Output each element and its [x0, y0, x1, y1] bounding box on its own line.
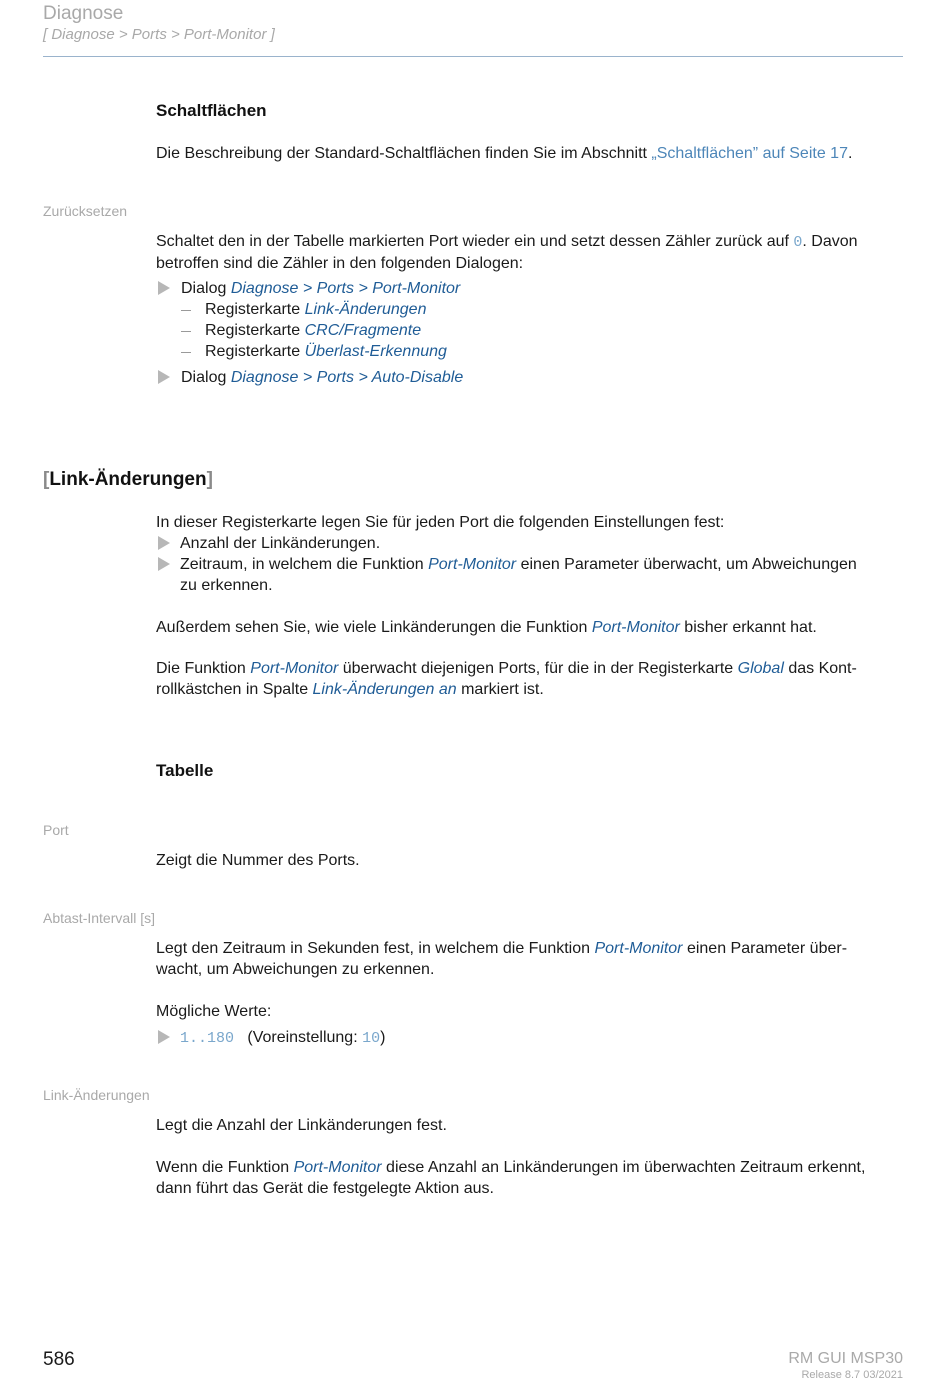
bullet-triangle-icon	[158, 281, 170, 295]
link-changes-field-para: Wenn die Funktion Port-Monitor diese Anzahl an Linkänderungen im überwachten Zeitraum erkennt, dann führt das Gerät die festgelegte Aktion aus.	[156, 1159, 866, 1197]
running-header-title: Diagnose	[43, 3, 124, 24]
side-label-port: Port	[43, 822, 69, 838]
range-value: 1..180	[180, 1030, 235, 1047]
reset-tab-3: Registerkarte Überlast-Erkennung	[205, 343, 447, 360]
link-changes-bullet-1: Anzahl der Linkänderungen.	[180, 535, 381, 552]
side-label-interval: Abtast-Intervall [s]	[43, 910, 156, 926]
section-heading-link-changes: [Link-Änderungen]	[43, 469, 213, 490]
dash-icon	[181, 310, 191, 311]
link-changes-field-description: Legt die Anzahl der Linkänderungen fest.	[156, 1117, 447, 1134]
reset-tab-1: Registerkarte Link-Änderungen	[205, 301, 427, 318]
dash-icon	[181, 331, 191, 332]
side-label-link-changes: Link-Änderungen	[43, 1087, 150, 1103]
port-description: Zeigt die Nummer des Ports.	[156, 852, 360, 869]
bullet-triangle-icon	[158, 557, 170, 571]
reset-dialog-2: Dialog Diagnose > Ports > Auto-Disable	[181, 369, 464, 386]
reset-line1: Schaltet den in der Tabelle markierten Port wieder ein und setzt dessen Zähler zurück auf 0. Davon	[156, 233, 858, 251]
bullet-triangle-icon	[158, 370, 170, 384]
possible-values-label: Mögliche Werte:	[156, 1003, 272, 1020]
reset-tab-2: Registerkarte CRC/Fragmente	[205, 322, 422, 339]
link-changes-para-2: Außerdem sehen Sie, wie viele Linkänderungen die Funktion Port-Monitor bisher erkannt hat.	[156, 619, 817, 636]
tab-link-link-changes[interactable]: Link-Änderungen	[304, 301, 427, 318]
table-heading: Tabelle	[156, 761, 214, 780]
buttons-text: Die Beschreibung der Standard-Schaltflächen finden Sie im Abschnitt	[156, 145, 652, 162]
reset-dialog-1: Dialog Diagnose > Ports > Port-Monitor	[181, 280, 461, 297]
header-divider	[43, 56, 903, 57]
buttons-heading: Schaltflächen	[156, 101, 267, 120]
interval-range: 1..180 (Voreinstellung: 10)	[180, 1029, 386, 1047]
footer-product: RM GUI MSP30	[788, 1350, 903, 1367]
footer-release: Release 8.7 03/2021	[801, 1369, 903, 1381]
bullet-triangle-icon	[158, 536, 170, 550]
dash-icon	[181, 352, 191, 353]
reset-zero-value: 0	[793, 234, 803, 251]
tab-link-overload[interactable]: Überlast-Erkennung	[304, 343, 447, 360]
link-changes-bullet-2: Zeitraum, in welchem die Funktion Port-Monitor einen Parameter überwacht, um Abweichungen zu erkennen.	[180, 556, 857, 594]
breadcrumb: [ Diagnose > Ports > Port-Monitor ]	[43, 26, 275, 43]
reset-description	[156, 231, 904, 274]
interval-description: Legt den Zeitraum in Sekunden fest, in welchem die Funktion Port-Monitor einen Parameter über- wacht, um Abweichungen zu erkennen.	[156, 940, 848, 978]
link-changes-intro: In dieser Registerkarte legen Sie für jeden Port die folgenden Einstellungen fest:	[156, 514, 725, 531]
reset-line2: betroffen sind die Zähler in den folgenden Dialogen:	[156, 255, 524, 272]
bullet-triangle-icon	[158, 1030, 170, 1044]
link-changes-para-3: Die Funktion Port-Monitor überwacht diejenigen Ports, für die in der Registerkarte Global das Kont- rollkästchen in Spalte Link-Änderungen an markiert ist.	[156, 660, 857, 698]
buttons-text-end: .	[847, 145, 853, 162]
dialog-link-port-monitor[interactable]: Diagnose > Ports > Port-Monitor	[230, 280, 461, 297]
dialog-link-auto-disable[interactable]: Diagnose > Ports > Auto-Disable	[230, 369, 464, 386]
default-value: 10	[362, 1030, 381, 1047]
buttons-page-link[interactable]: „Schaltflächen” auf Seite 17	[651, 145, 848, 162]
side-label-reset: Zurücksetzen	[43, 203, 128, 219]
page-number: 586	[43, 1349, 75, 1370]
tab-link-crc[interactable]: CRC/Fragmente	[304, 322, 422, 339]
buttons-description	[156, 143, 904, 164]
